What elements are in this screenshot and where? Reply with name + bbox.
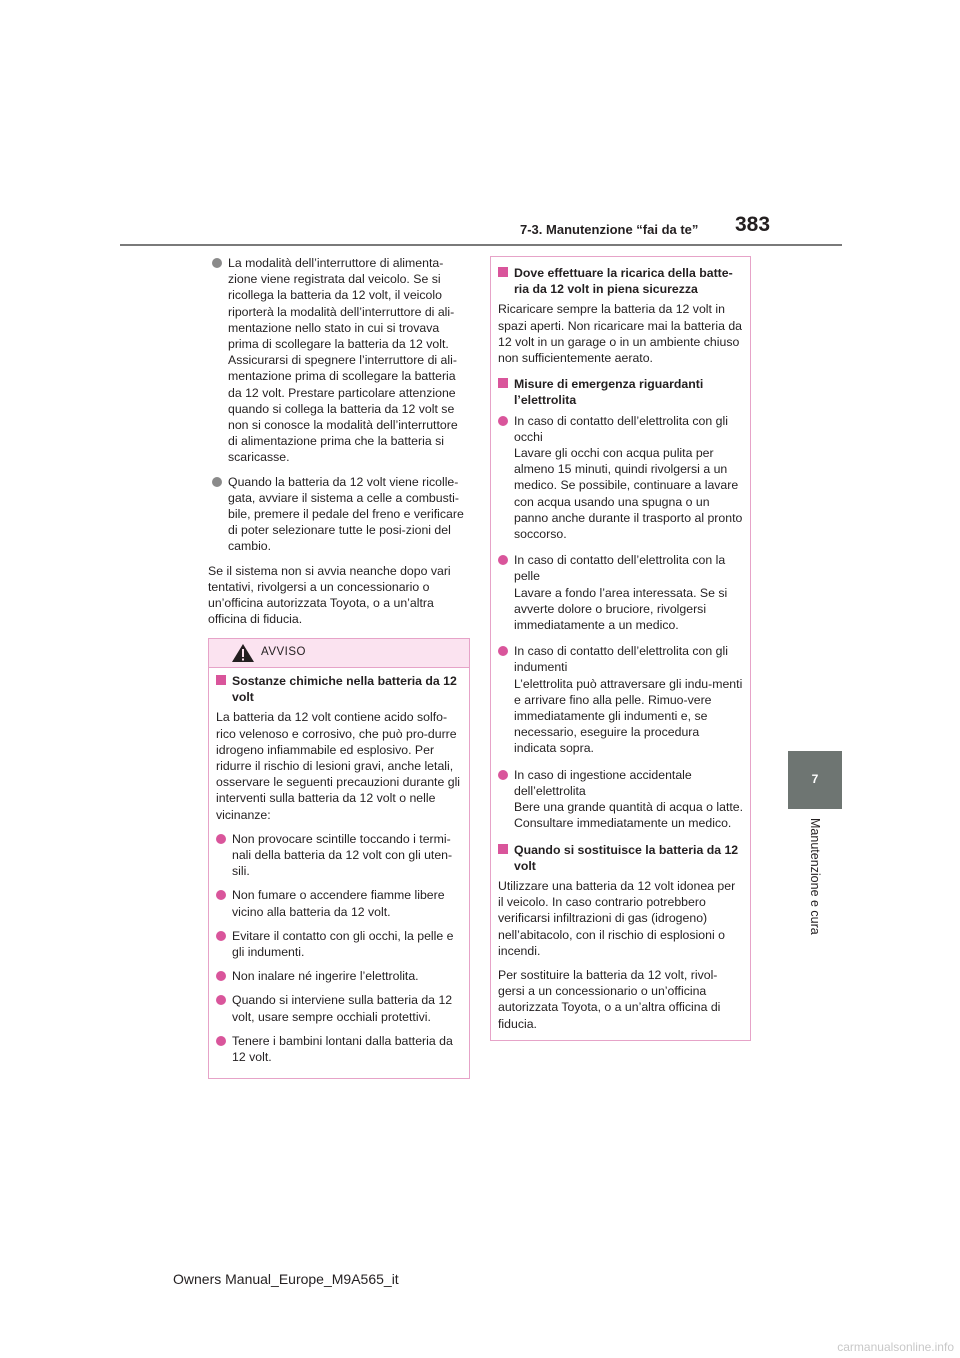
list-item: In caso di contatto dell’elettrolita con la pelle Lavare a fondo l’area interessata. Se si avverte dolore o bruciore, rivolgersi immediatamente a un medico. [498,552,744,633]
bullet-dot-icon [216,834,226,844]
section-text: Per sostituire la batteria da 12 volt, rivol-gersi a un concessionario o un’officina autorizzata Toyota, o a un’altra officina di fiducia. [498,967,721,1031]
bullet-dot-icon [498,555,508,565]
section-text: Utilizzare una batteria da 12 volt idonea per il veicolo. In caso contrario potrebbero verificarsi infiltrazioni di gas (idrogeno) nell’abitacolo, con il rischio di esplosioni o incendi. [498,878,736,958]
bullet-dot-icon [216,931,226,941]
bullet-dot-icon [498,770,508,780]
warning-triangle-icon [231,643,255,668]
chapter-tab-title: Manutenzione e cura [808,818,822,935]
bullet-dot-icon [498,416,508,426]
list-item: Non fumare o accendere fiamme libere vicino alla batteria da 12 volt. [216,887,464,919]
body-paragraph: Se il sistema non si avvia neanche dopo vari tentativi, rivolgersi a un concessionario o un’officina autorizzata Toyota, o a un’altra officina di fiducia. [208,563,451,627]
warning-text: La batteria da 12 volt contiene acido solfo-rico velenoso e corrosivo, che può pro-durre idrogeno infiammabile ed esplosivo. Per ridurre il rischio di lesioni gravi, anche letali, osservare le seguenti precauzioni durante gli interventi sulla batteria da 12 volt o nelle vicinanze: [216,710,461,822]
section-heading: Misure di emergenza riguardanti l’elettrolita [498,376,744,408]
left-column [208,255,469,635]
square-bullet-icon [216,675,226,685]
warning-content [216,673,464,1073]
bullet-dot-icon [216,971,226,981]
section-heading: Quando si sostituisce la batteria da 12 volt [498,842,744,874]
warning-box [208,638,470,1079]
warning-header [209,639,469,668]
bullet-dot-icon [212,477,222,487]
list-item: In caso di ingestione accidentale dell’elettrolita Bere una grande quantità di acqua o latte. Consultare immediatamente un medico. [498,767,744,832]
page-number: 383 [735,213,771,236]
warning-heading: Sostanze chimiche nella batteria da 12 volt [216,673,464,705]
list-item: Non inalare né ingerire l’elettrolita. [216,968,464,984]
bullet-dot-icon [216,1036,226,1046]
warning-continued-content [498,265,744,1032]
section-text: Ricaricare sempre la batteria da 12 volt in spazi aperti. Non ricaricare mai la batteria da 12 volt in un garage o in un ambiente chiuso non sufficientemente aerato. [498,302,742,366]
square-bullet-icon [498,378,508,388]
page-footer: Owners Manual_Europe_M9A565_it [173,1271,399,1287]
list-item: Quando si interviene sulla batteria da 12 volt, usare sempre occhiali protettivi. [216,992,464,1024]
list-item: Quando la batteria da 12 volt viene ricolle-gata, avviare il sistema a celle a combusti-bile, premere il pedale del freno e verificare di poter selezionare tutte le posi-zioni del cambio. [212,474,469,555]
list-item: In caso di contatto dell’elettrolita con gli indumenti L’elettrolita può attraversare gli indu-menti e arrivare fino alla pelle. Rimuo-vere immediatamente gli indumenti e, se necessario, eseguire la procedura indicata sopra. [498,643,744,756]
bullet-dot-icon [498,646,508,656]
chapter-tab-number: 7 [811,772,819,786]
bullet-dot-icon [212,258,222,268]
square-bullet-icon [498,844,508,854]
list-item: Tenere i bambini lontani dalla batteria da 12 volt. [216,1033,464,1065]
warning-title: AVVISO [261,646,306,658]
section-heading: Dove effettuare la ricarica della batte-ria da 12 volt in piena sicurezza [498,265,744,297]
list-item: In caso di contatto dell’elettrolita con gli occhi Lavare gli occhi con acqua pulita per almeno 15 minuti, quindi rivolgersi a un medico. Se possibile, continuare a lavare con acqua usando una spugna o un panno anche durante il trasporto al pronto soccorso. [498,413,744,543]
list-item: Non provocare scintille toccando i termi-nali della batteria da 12 volt con gli uten-sili. [216,831,464,880]
bullet-dot-icon [216,890,226,900]
header-section-title: 7-3. Manutenzione “fai da te” [520,222,699,237]
watermark: carmanualsonline.info [837,1340,954,1354]
square-bullet-icon [498,267,508,277]
bullet-dot-icon [216,995,226,1005]
header-rule [120,244,842,246]
warning-box-continued [490,256,751,1041]
list-item: La modalità dell’interruttore di alimenta-zione viene registrata dal veicolo. Se si ricollega la batteria da 12 volt, il veicolo riporterà la modalità dell’interruttore di ali-mentazione nello stato in cui si trovava prima di scollegare la batteria da 12 volt. Assicurarsi di spegnere l’interruttore di ali-mentazione prima di scollegare la batteria da 12 volt. Prestare particolare attenzione quando si collega la batteria da 12 volt se non si conosce la modalità dell’interruttore di alimentazione prima che la batteria si scaricasse. [212,255,469,466]
list-item: Evitare il contatto con gli occhi, la pelle e gli indumenti. [216,928,464,960]
